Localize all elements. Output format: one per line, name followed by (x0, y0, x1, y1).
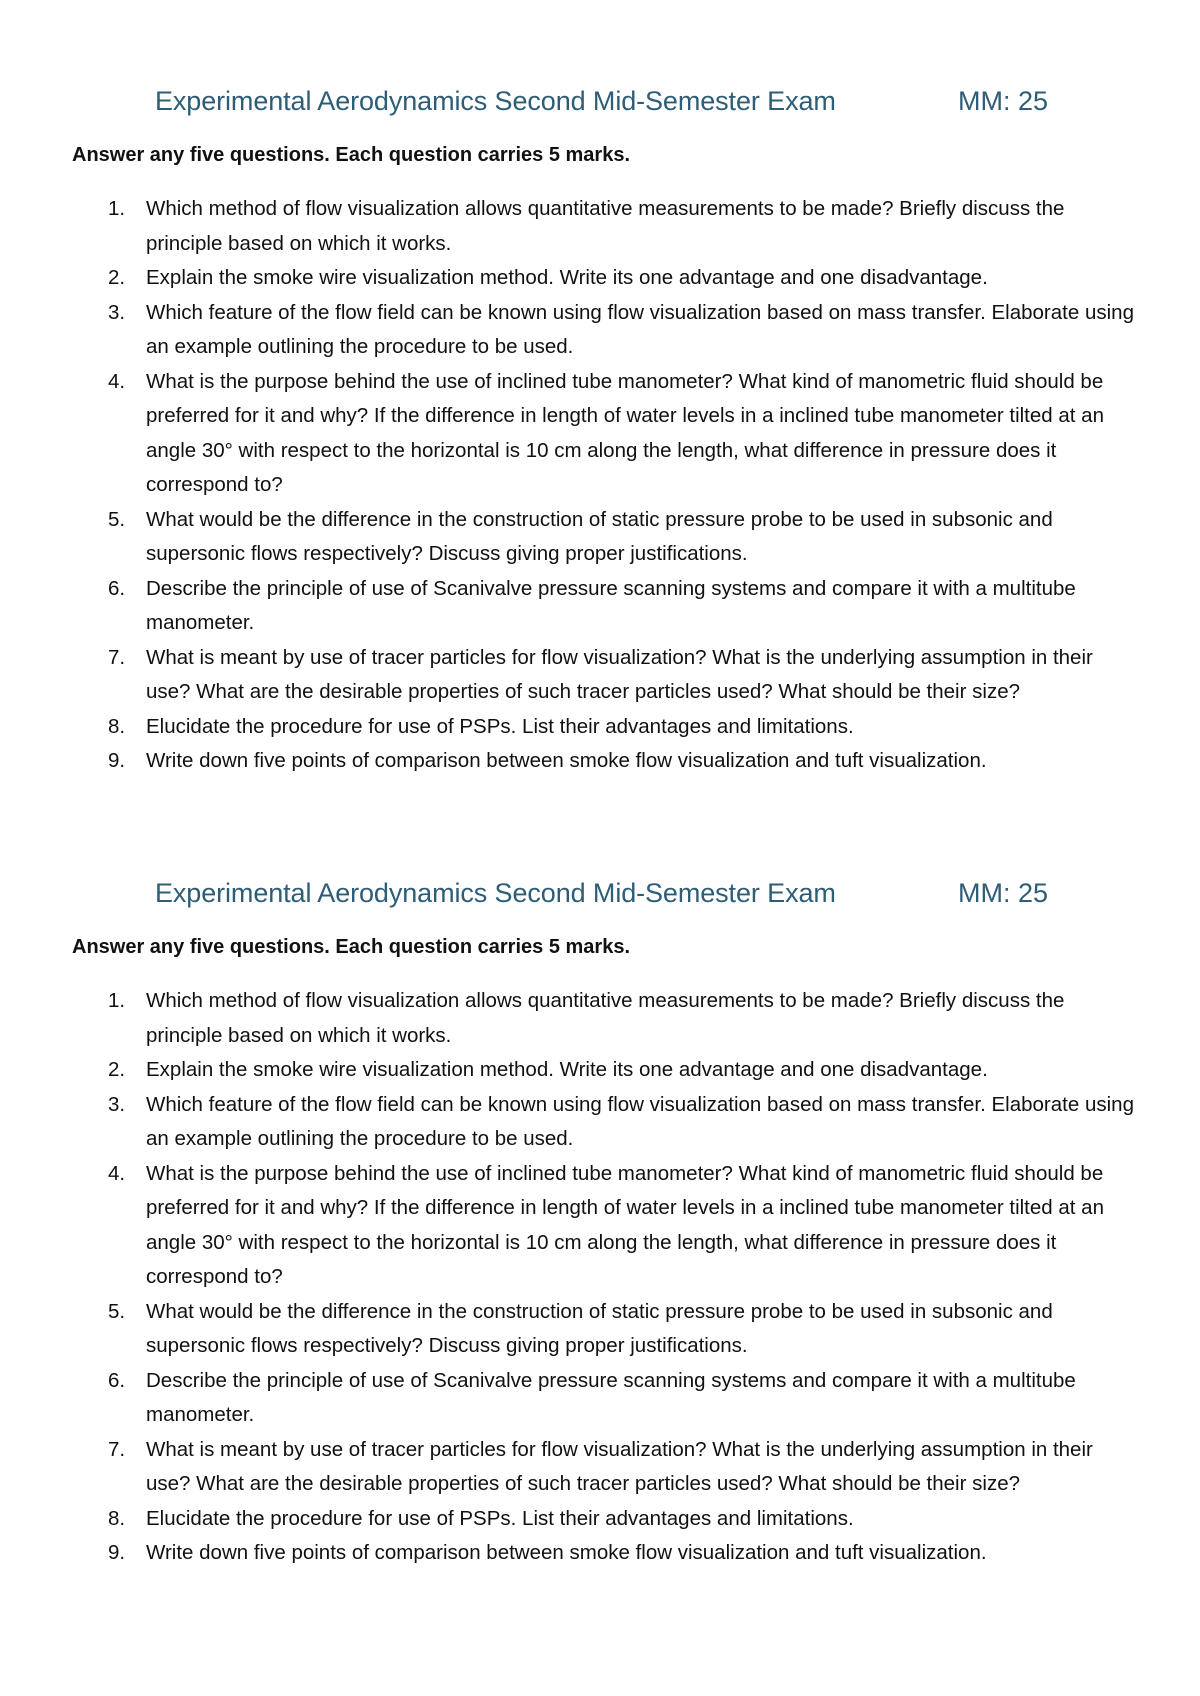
question-7 (0, 1433, 1136, 1502)
question-3 (0, 1088, 1136, 1157)
question-text: What is the purpose behind the use of inclined tube manometer? What kind of manometric fluid should be preferred for it and why? If the difference in length of water levels in a inclined tube manometer tilted at an angle 30° with respect to the horizontal is 10 cm along the length, what difference in pressure does it correspond to? (146, 1161, 1104, 1288)
question-number: 9. (108, 749, 126, 772)
max-marks: MM: 25 (958, 86, 1049, 116)
question-number: 6. (108, 576, 126, 600)
question-6 (0, 572, 1136, 641)
question-text: Elucidate the procedure for use of PSPs. List their advantages and limitations. (146, 714, 854, 738)
question-text: Write down five points of comparison between smoke flow visualization and tuft visualization. (146, 749, 987, 772)
question-number: 4. (108, 369, 126, 393)
question-number: 2. (108, 1058, 126, 1081)
question-4 (0, 1157, 1136, 1295)
question-4 (0, 365, 1136, 503)
question-8 (0, 710, 1136, 745)
question-number: 3. (108, 300, 126, 324)
question-number: 2. (108, 266, 126, 289)
question-text: Which feature of the flow field can be known using flow visualization based on mass transfer. Elaborate using an example outlining the procedure to be used. (146, 1092, 1134, 1150)
exam-title: Experimental Aerodynamics Second Mid-Semester Exam (155, 86, 836, 116)
question-9 (0, 1536, 1136, 1571)
question-text: Which method of flow visualization allows quantitative measurements to be made? Briefly discuss the principle based on which it works. (146, 989, 1065, 1047)
question-3 (0, 296, 1136, 365)
exam-header (0, 86, 1200, 126)
question-number: 1. (108, 989, 126, 1012)
question-number: 8. (108, 1506, 126, 1530)
question-number: 1. (108, 197, 126, 220)
exam-instructions: Answer any five questions. Each question carries 5 marks. (72, 936, 630, 958)
exam-header (0, 878, 1200, 918)
question-number: 6. (108, 1368, 126, 1392)
question-5 (0, 503, 1136, 572)
question-number: 4. (108, 1161, 126, 1185)
question-number: 9. (108, 1541, 126, 1564)
question-text: Elucidate the procedure for use of PSPs. List their advantages and limitations. (146, 1506, 854, 1530)
question-text: Explain the smoke wire visualization method. Write its one advantage and one disadvantage. (146, 266, 988, 289)
question-text: What is meant by use of tracer particles for flow visualization? What is the underlying assumption in their use? What are the desirable properties of such tracer particles used? What should be their size? (146, 1437, 1093, 1495)
question-7 (0, 641, 1136, 710)
exam-section-2 (0, 878, 1200, 1564)
question-text: Describe the principle of use of Scanivalve pressure scanning systems and compare it with a multitube manometer. (146, 576, 1076, 634)
question-list (0, 192, 1200, 779)
question-text: What is the purpose behind the use of inclined tube manometer? What kind of manometric fluid should be preferred for it and why? If the difference in length of water levels in a inclined tube manometer tilted at an angle 30° with respect to the horizontal is 10 cm along the length, what difference in pressure does it correspond to? (146, 369, 1104, 496)
question-text: Describe the principle of use of Scanivalve pressure scanning systems and compare it with a multitube manometer. (146, 1368, 1076, 1426)
question-number: 7. (108, 645, 126, 669)
question-8 (0, 1502, 1136, 1537)
question-text: Explain the smoke wire visualization method. Write its one advantage and one disadvantage. (146, 1058, 988, 1081)
question-5 (0, 1295, 1136, 1364)
question-text: What would be the difference in the construction of static pressure probe to be used in subsonic and supersonic flows respectively? Discuss giving proper justifications. (146, 1299, 1053, 1357)
question-number: 8. (108, 714, 126, 738)
question-1 (0, 192, 1136, 261)
question-text: Which feature of the flow field can be known using flow visualization based on mass transfer. Elaborate using an example outlining the procedure to be used. (146, 300, 1134, 358)
question-text: What would be the difference in the construction of static pressure probe to be used in subsonic and supersonic flows respectively? Discuss giving proper justifications. (146, 507, 1053, 565)
exam-section-1 (0, 86, 1200, 772)
question-list (0, 984, 1200, 1571)
question-2 (0, 261, 1136, 296)
exam-instructions: Answer any five questions. Each question carries 5 marks. (72, 144, 630, 166)
question-number: 5. (108, 507, 126, 531)
question-number: 7. (108, 1437, 126, 1461)
question-text: What is meant by use of tracer particles for flow visualization? What is the underlying assumption in their use? What are the desirable properties of such tracer particles used? What should be their size? (146, 645, 1093, 703)
question-6 (0, 1364, 1136, 1433)
question-number: 3. (108, 1092, 126, 1116)
question-text: Which method of flow visualization allows quantitative measurements to be made? Briefly discuss the principle based on which it works. (146, 197, 1065, 255)
question-2 (0, 1053, 1136, 1088)
question-1 (0, 984, 1136, 1053)
exam-title: Experimental Aerodynamics Second Mid-Semester Exam (155, 878, 836, 908)
max-marks: MM: 25 (958, 878, 1049, 908)
question-number: 5. (108, 1299, 126, 1323)
question-9 (0, 744, 1136, 779)
question-text: Write down five points of comparison between smoke flow visualization and tuft visualization. (146, 1541, 987, 1564)
